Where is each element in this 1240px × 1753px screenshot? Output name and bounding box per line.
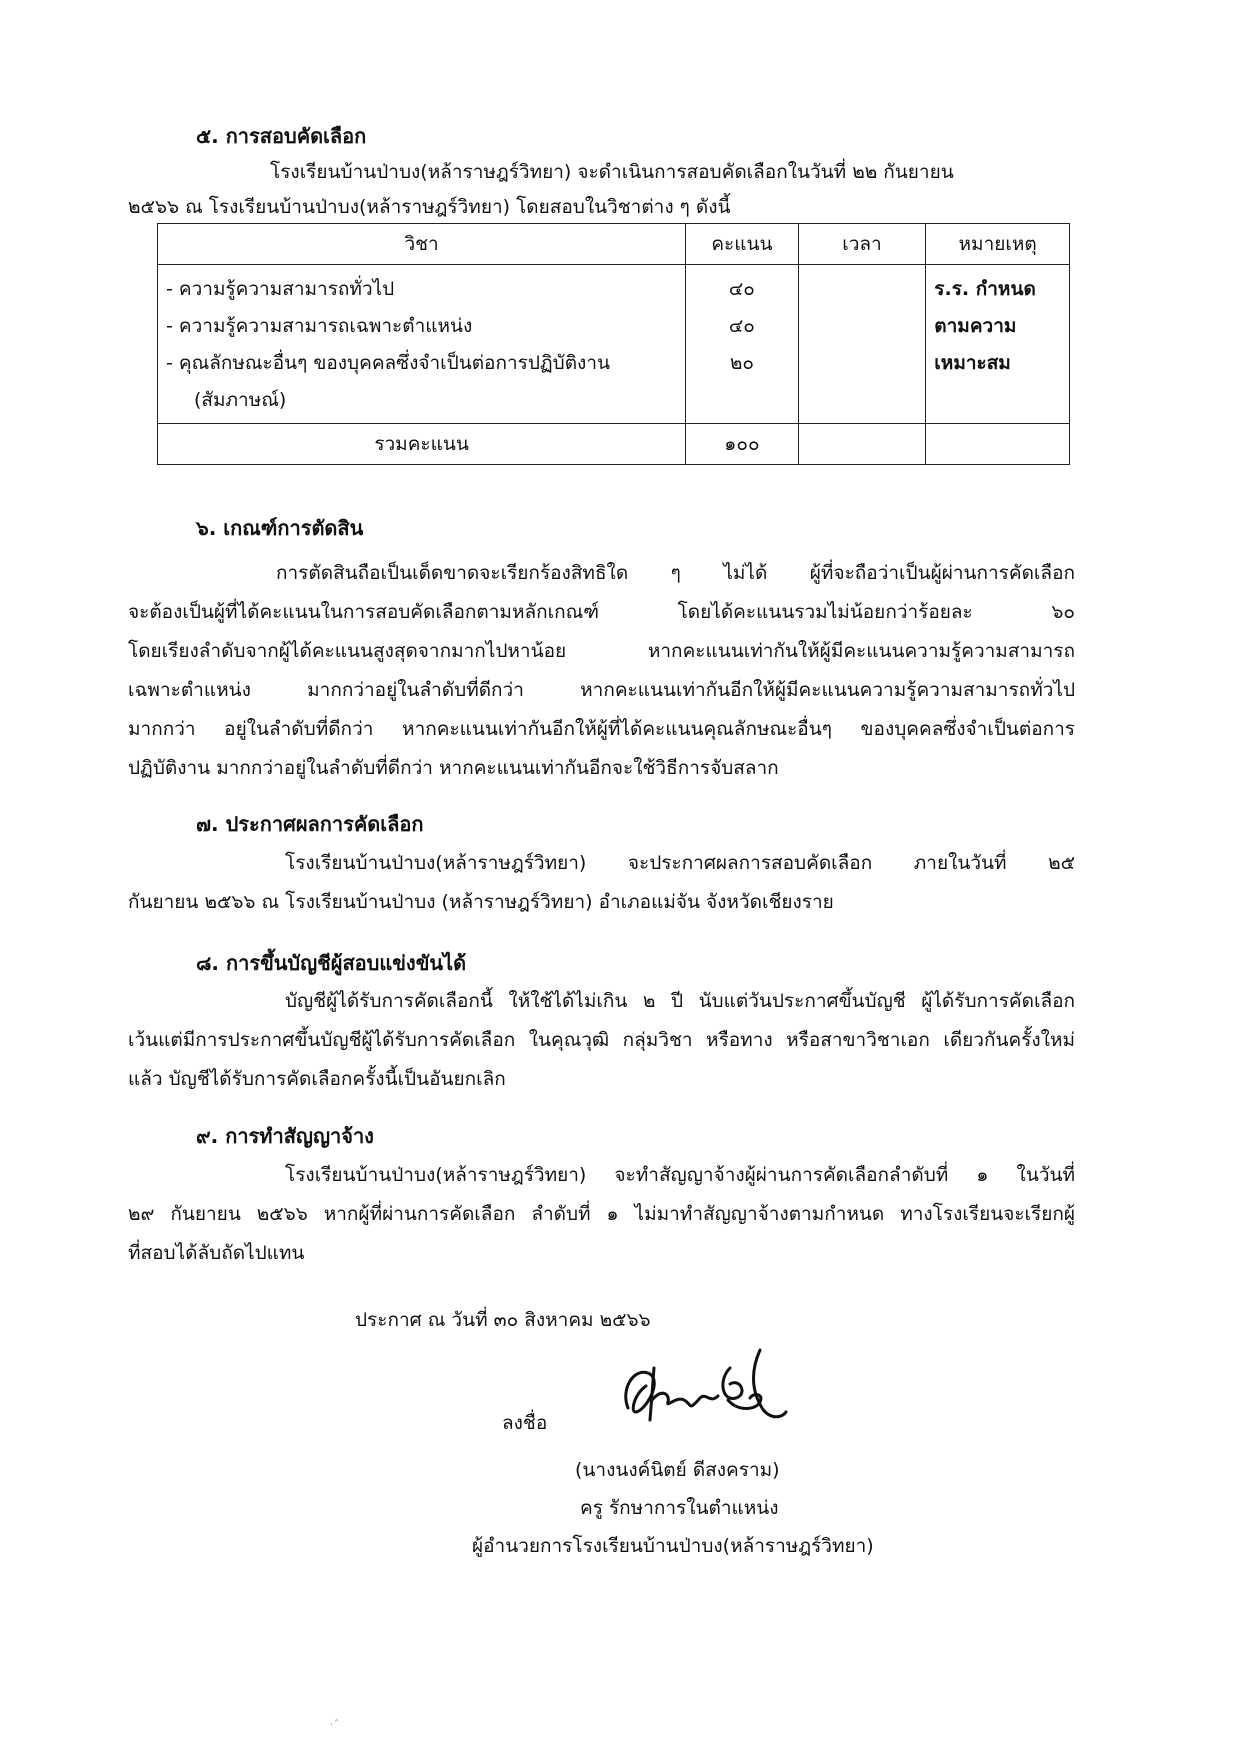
section-8-line: เว้นแต่มีการประกาศขึ้นบัญชีผู้ได้รับการคัดเลือก ในคุณวุฒิ กลุ่มวิชา หรือทาง หรือสาขาวิชาเอก เดียวกันครั้งใหม่	[128, 1029, 1075, 1051]
header-note: หมายเหตุ	[926, 224, 1070, 265]
time-cell	[798, 265, 926, 424]
section-8-line: บัญชีผู้ได้รับการคัดเลือกนี้ ให้ใช้ได้ไม่เกิน ๒ ปี นับแต่วันประกาศขึ้นบัญชี ผู้ได้รับการคัดเลือก	[285, 990, 1075, 1012]
signer-position-2: ผู้อำนวยการโรงเรียนบ้านป่าบง(หล้าราษฎร์วิทยา)	[472, 1535, 874, 1557]
section-5-heading: ๕. การสอบคัดเลือก	[196, 124, 367, 148]
announce-date: ประกาศ ณ วันที่ ๓๐ สิงหาคม ๒๕๖๖	[355, 1309, 651, 1331]
handwritten-signature	[610, 1338, 790, 1438]
scan-mark: ˒ˆ	[330, 1718, 340, 1732]
note-line: ตามความ	[934, 315, 1017, 337]
score-value: ๔๐	[728, 278, 755, 300]
exam-score-table	[157, 223, 1070, 465]
section-5-line-1: โรงเรียนบ้านป่าบง(หล้าราษฎร์วิทยา) จะดำเนินการสอบคัดเลือกในวันที่ ๒๒ กันยายน	[270, 161, 954, 183]
section-9-line: ที่สอบได้ลับถัดไปแทน	[128, 1242, 305, 1264]
section-6-heading: ๖. เกณฑ์การตัดสิน	[196, 516, 364, 540]
section-7-line: กันยายน ๒๕๖๖ ณ โรงเรียนบ้านป่าบง (หล้าราษฎร์วิทยา) อำเภอแม่จัน จังหวัดเชียงราย	[128, 891, 834, 913]
score-value: ๔๐	[728, 315, 755, 337]
note-line: เหมาะสม	[934, 352, 1011, 374]
section-6-line: โดยเรียงลำดับจากผู้ได้คะแนนสูงสุดจากมากไปหาน้อย หากคะแนนเท่ากันให้ผู้มีคะแนนความรู้ความสามารถ	[128, 640, 1075, 662]
score-cell	[686, 265, 798, 424]
section-9-line: โรงเรียนบ้านป่าบง(หล้าราษฎร์วิทยา) จะทำสัญญาจ้างผู้ผ่านการคัดเลือกลำดับที่ ๑ ในวันที่	[285, 1164, 1075, 1186]
signer-position-1: ครู รักษาการในตำแหน่ง	[580, 1497, 779, 1519]
table-row	[158, 265, 1070, 424]
section-6-line: เฉพาะตำแหน่ง มากกว่าอยู่ในลำดับที่ดีกว่า หากคะแนนเท่ากันอีกให้ผู้มีคะแนนความรู้ความสามารถทั่วไป	[128, 679, 1075, 701]
section-9-line: ๒๙ กันยายน ๒๕๖๖ หากผู้ที่ผ่านการคัดเลือก ลำดับที่ ๑ ไม่มาทำสัญญาจ้างตามกำหนด ทางโรงเรียนจะเรียกผู้	[128, 1203, 1075, 1225]
total-note-cell	[926, 424, 1070, 465]
subject-line: - ความรู้ความสามารถทั่วไป	[166, 278, 395, 300]
total-value: ๑๐๐	[686, 424, 798, 465]
section-7-line: โรงเรียนบ้านป่าบง(หล้าราษฎร์วิทยา) จะประกาศผลการสอบคัดเลือก ภายในวันที่ ๒๕	[285, 852, 1075, 874]
signer-name: (นางนงค์นิตย์ ดีสงคราม)	[575, 1459, 780, 1481]
header-score: คะแนน	[686, 224, 798, 265]
section-5-line-2: ๒๕๖๖ ณ โรงเรียนบ้านป่าบง(หล้าราษฎร์วิทยา) โดยสอบในวิชาต่าง ๆ ดังนี้	[128, 196, 731, 218]
note-line: ร.ร. กำหนด	[934, 278, 1036, 300]
section-6-line: ปฏิบัติงาน มากกว่าอยู่ในลำดับที่ดีกว่า หากคะแนนเท่ากันอีกจะใช้วิธีการจับสลาก	[128, 757, 779, 779]
section-6-line: จะต้องเป็นผู้ที่ได้คะแนนในการสอบคัดเลือกตามหลักเกณฑ์ โดยได้คะแนนรวมไม่น้อยกว่าร้อยละ ๖๐	[128, 601, 1075, 623]
note-cell	[926, 265, 1070, 424]
section-9-heading: ๙. การทำสัญญาจ้าง	[196, 1124, 374, 1148]
subject-line: (สัมภาษณ์)	[194, 389, 287, 411]
section-7-heading: ๗. ประกาศผลการคัดเลือก	[196, 812, 424, 836]
header-time: เวลา	[798, 224, 926, 265]
header-subject: วิชา	[158, 224, 686, 265]
total-label: รวมคะแนน	[158, 424, 686, 465]
section-8-line: แล้ว บัญชีได้รับการคัดเลือกครั้งนี้เป็นอันยกเลิก	[128, 1068, 506, 1090]
subject-line: - คุณลักษณะอื่นๆ ของบุคคลซึ่งจำเป็นต่อการปฏิบัติงาน	[166, 352, 610, 374]
section-6-line: การตัดสินถือเป็นเด็ดขาดจะเรียกร้องสิทธิใด ๆ ไม่ได้ ผู้ที่จะถือว่าเป็นผู้ผ่านการคัดเลือก	[276, 562, 1075, 584]
subject-line: - ความรู้ความสามารถเฉพาะตำแหน่ง	[166, 315, 473, 337]
subject-cell	[158, 265, 686, 424]
section-6-line: มากกว่า อยู่ในลำดับที่ดีกว่า หากคะแนนเท่ากันอีกให้ผู้ที่ได้คะแนนคุณลักษณะอื่นๆ ของบุคคลซึ่งจำเป็นต่อการ	[128, 718, 1075, 740]
sign-label: ลงชื่อ	[502, 1412, 548, 1434]
total-time-cell	[798, 424, 926, 465]
table-total-row	[158, 424, 1070, 465]
section-8-heading: ๘. การขึ้นบัญชีผู้สอบแข่งขันได้	[196, 951, 467, 975]
table-header-row	[158, 224, 1070, 265]
score-value: ๒๐	[729, 352, 754, 374]
